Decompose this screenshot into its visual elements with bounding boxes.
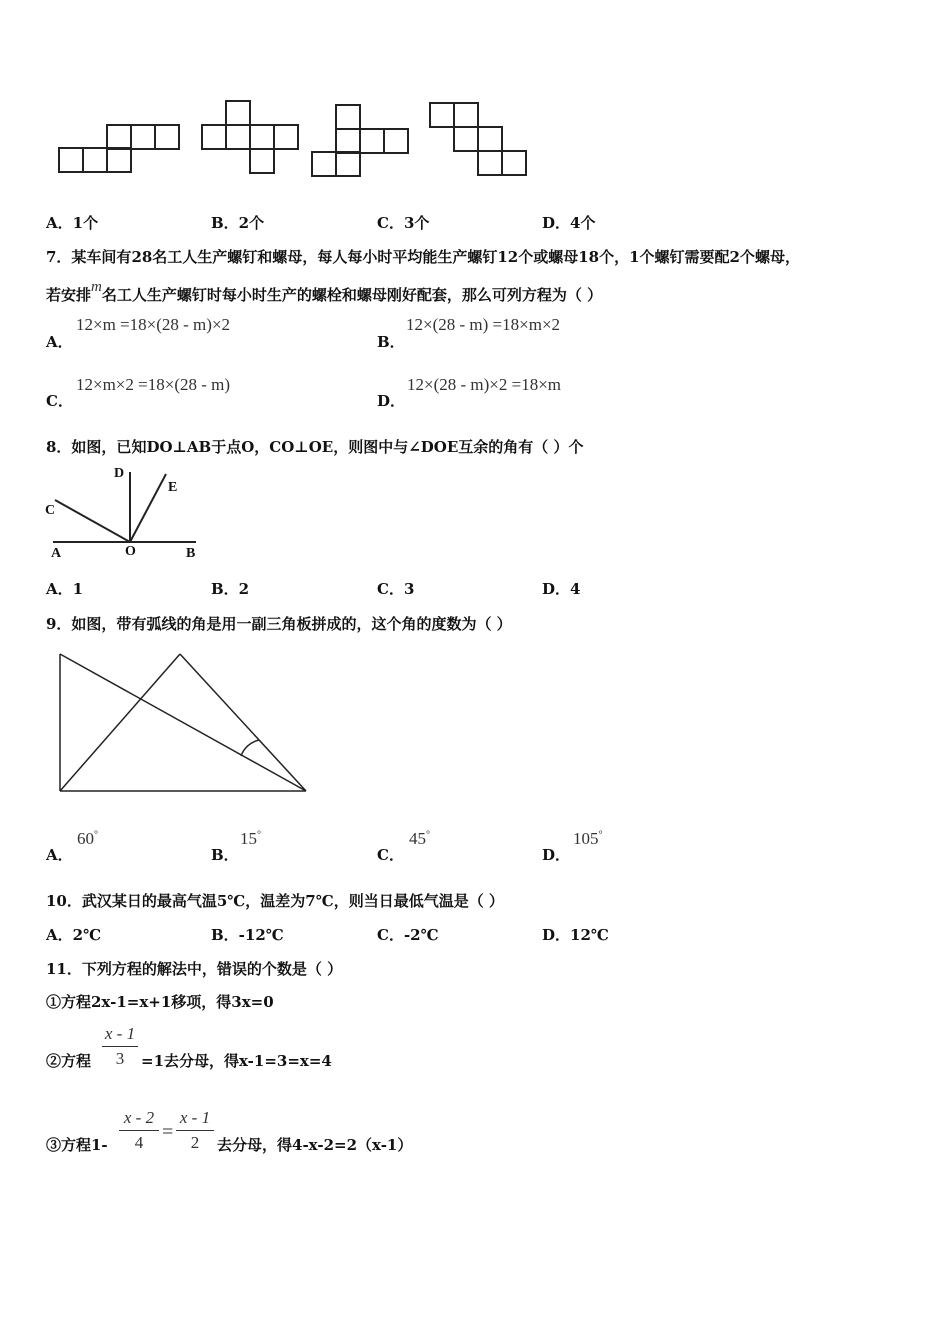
label-c: C <box>45 503 56 518</box>
cube-net-1 <box>59 125 179 172</box>
q8-stem: 8．如图，已知DO⊥AB于点O，CO⊥OE，则图中与∠DOE互余的角有（ ）个 <box>46 438 584 456</box>
q9-option-d-label: D． <box>542 846 571 864</box>
q7-stem-line1: 7．某车间有28名工人生产螺钉和螺母，每人每小时平均能生产螺钉12个或螺母18个，1个螺钉需要配2个螺母， <box>46 248 800 266</box>
q11-item-2-pre: ②方程 <box>46 1052 92 1070</box>
q9-option-b-value: 15° <box>240 829 261 848</box>
q9-option-a-label: A． <box>46 846 73 864</box>
q11-item-3-fraction-1: x - 2 4 <box>119 1108 159 1153</box>
q8-option-d: D．4 <box>542 580 581 598</box>
q11-item-3-fraction-2: x - 1 2 <box>176 1108 214 1153</box>
q9-option-d-value: 105° <box>573 829 603 848</box>
q10-option-b: B．-12℃ <box>211 926 284 944</box>
q7-option-c-expr: 12×m×2 =18×(28 - m) <box>76 375 231 394</box>
q10-stem: 10．武汉某日的最高气温5℃，温差为7℃，则当日最低气温是（ ） <box>46 892 504 910</box>
label-o: O <box>125 544 136 559</box>
q11-item-2-fraction: x - 1 3 <box>102 1024 138 1069</box>
q7-option-d-expr: 12×(28 - m)×2 =18×m <box>407 375 562 394</box>
cube-net-2 <box>202 101 298 173</box>
q6-option-d: D．4个 <box>542 214 596 232</box>
q7-option-b-expr: 12×(28 - m) =18×m×2 <box>406 315 561 334</box>
label-b: B <box>186 546 196 561</box>
q6-option-c: C．3个 <box>377 214 430 232</box>
q7-option-a-expr: 12×m =18×(28 - m)×2 <box>76 315 231 334</box>
angle-arc <box>241 740 259 756</box>
q7-option-a-label: A． <box>46 333 73 351</box>
q7-option-c-label: C． <box>46 392 73 410</box>
label-d: D <box>114 466 125 481</box>
q9-option-c-label: C． <box>377 846 404 864</box>
q8-angle-figure <box>40 460 210 565</box>
cube-net-3 <box>312 105 408 176</box>
q10-option-d: D．12℃ <box>542 926 609 944</box>
q9-option-b-label: B． <box>211 846 239 864</box>
q11-item-3-equals: = <box>162 1121 174 1143</box>
q7-option-b-label: B． <box>377 333 405 351</box>
q11-item-3-post: 去分母，得4-x-2=2（x-1） <box>217 1136 413 1154</box>
q7-stem-line2: 若安排m名工人生产螺钉时每小时生产的螺栓和螺母刚好配套，那么可列方程为（ ） <box>46 279 603 304</box>
q8-option-b: B．2 <box>211 580 250 598</box>
q6-option-a: A．1个 <box>46 214 99 232</box>
cube-net-4 <box>430 103 526 175</box>
cube-nets-figure <box>0 0 950 200</box>
q10-option-a: A．2℃ <box>46 926 102 944</box>
q11-item-1: ①方程2x-1=x+1移项，得3x=0 <box>46 993 274 1011</box>
q11-stem: 11．下列方程的解法中，错误的个数是（ ） <box>46 960 343 978</box>
q7-var-m: m <box>91 279 102 295</box>
q8-option-c: C．3 <box>377 580 415 598</box>
q8-option-a: A．1 <box>46 580 84 598</box>
q9-option-a-value: 60° <box>77 829 98 848</box>
q10-option-c: C．-2℃ <box>377 926 439 944</box>
q11-item-2-post: =1去分母，得x-1=3=x=4 <box>141 1052 332 1070</box>
label-a: A <box>51 546 62 561</box>
q9-triangle-figure <box>50 645 320 800</box>
label-e: E <box>168 480 178 495</box>
q11-item-3-pre: ③方程1- <box>46 1136 108 1154</box>
q6-option-b: B．2个 <box>211 214 265 232</box>
q9-stem: 9．如图，带有弧线的角是用一副三角板拼成的，这个角的度数为（ ） <box>46 615 512 633</box>
ray-oe <box>130 474 166 542</box>
q9-option-c-value: 45° <box>409 829 430 848</box>
q7-option-d-label: D． <box>377 392 406 410</box>
ray-oc <box>55 500 130 542</box>
